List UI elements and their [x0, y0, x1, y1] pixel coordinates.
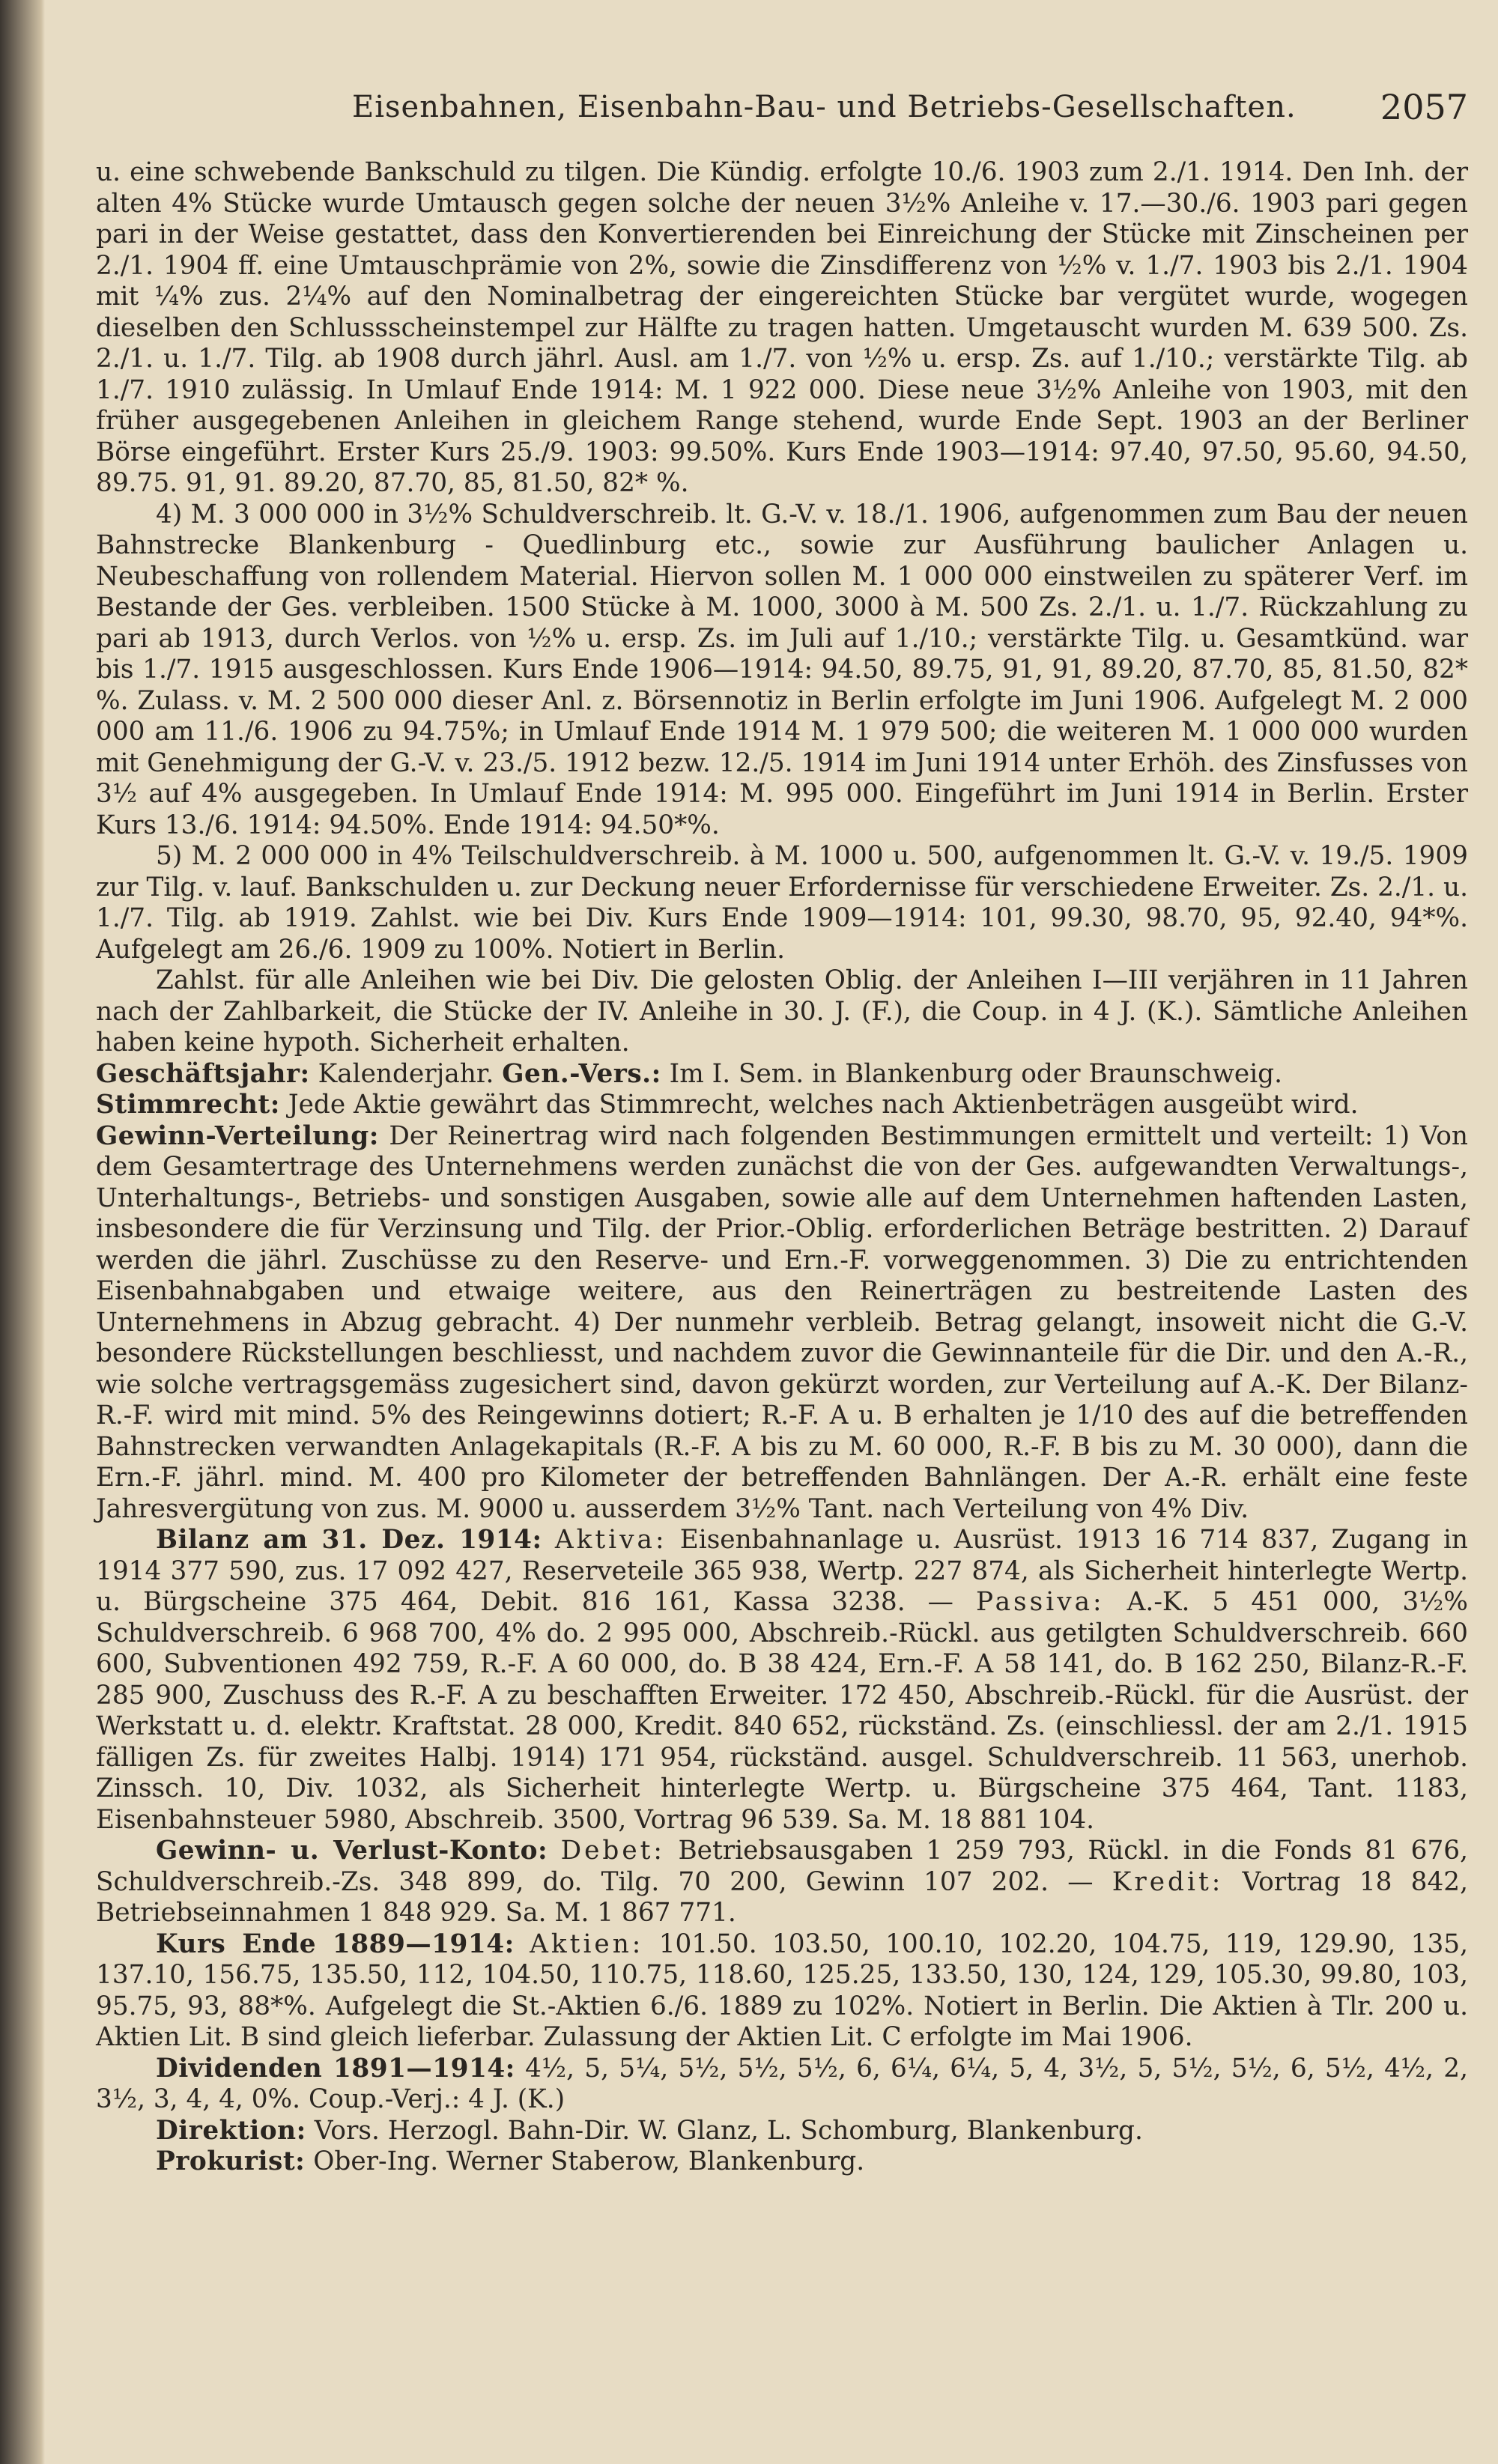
aktiva-label: Aktiva:	[554, 1525, 667, 1555]
page-header	[97, 82, 1468, 135]
section-bilanz	[96, 1525, 1468, 1836]
page-number: 2057	[1380, 87, 1468, 127]
stimmrecht-text: Jede Aktie gewährt das Stimmrecht, welches nach Aktienbeträgen ausgeübt wird.	[288, 1090, 1359, 1120]
gen-vers-label: Gen.-Vers.:	[502, 1058, 661, 1089]
section-gewinn-verteilung	[96, 1121, 1468, 1526]
paragraph-anleihe-3-continued: u. eine schwebende Bankschuld zu tilgen. Die Kündig. erfolgte 10./6. 1903 zum 2./1. 1914. Den Inh. der alten 4% Stücke wurde Umtausch gegen solche der neuen 3½% Anleihe v. 17.—30./6. 1903 pari gegen pari in der Weise gestattet, dass den Konvertierenden bei Einreichung der Stücke mit Zinscheinen per 2./1. 1904 ff. eine Umtauschprämie von 2%, sowie die Zinsdifferenz von ½% v. 1./7. 1903 bis 2./1. 1904 mit ¼% zus. 2¼% auf den Nominalbetrag der eingereichten Stücke bar vergütet wurde, wogegen dieselben den Schlussscheinstempel zur Hälfte zu tragen hatten. Umgetauscht wurden M. 639 500. Zs. 2./1. u. 1./7. Tilg. ab 1908 durch jährl. Ausl. am 1./7. von ½% u. ersp. Zs. auf 1./10.; verstärkte Tilg. ab 1./7. 1910 zulässig. In Umlauf Ende 1914: M. 1 922 000. Diese neue 3½% Anleihe von 1903, mit den früher ausgegebenen Anleihen in gleichem Range stehend, wurde Ende Sept. 1903 an der Berliner Börse eingeführt. Erster Kurs 25./9. 1903: 99.50%. Kurs Ende 1903—1914: 97.40, 97.50, 95.60, 94.50, 89.75. 91, 91. 89.20, 87.70, 85, 81.50, 82* %.	[96, 157, 1468, 498]
debet-label: Debet:	[560, 1836, 665, 1866]
gen-vers-text: Im I. Sem. in Blankenburg oder Braunschweig.	[669, 1058, 1283, 1089]
section-direktion	[96, 2116, 1468, 2147]
passiva-text: A.-K. 5 451 000, 3½% Schuldverschreib. 6 968 700, 4% do. 2 995 000, Abschreib.-Rückl. aus getilgten Schuldverschreib. 660 600, Subventionen 492 759, R.-F. A 60 000, do. B 38 424, Ern.-F. A 58 141, do. B 162 250, Bilanz-R.-F. 285 900, Zuschuss des R.-F. A zu beschafften Erweiter. 172 450, Abschreib.-Rückl. für die Ausrüst. der Werkstatt u. d. elektr. Kraftstat. 28 000, Kredit. 840 652, rückständ. Zs. (einschliessl. der am 2./1. 1915 fälligen Zs. für zweites Halbj. 1914) 171 954, rückständ. ausgel. Schuldverschreib. 11 563, unerhob. Zinssch. 10, Div. 1032, als Sicherheit hinterlegte Wertp. u. Bürgscheine 375 464, Tant. 1183, Eisenbahnsteuer 5980, Abschreib. 3500, Vortrag 96 539. Sa. M. 18 881 104.	[96, 1587, 1468, 1835]
gewinn-verteilung-label: Gewinn-Verteilung:	[96, 1120, 379, 1151]
section-gewinn-verlust	[96, 1836, 1468, 1929]
paragraph-zahlstellen: Zahlst. für alle Anleihen wie bei Div. Die gelosten Oblig. der Anleihen I—III verjähren in 11 Jahren nach der Zahlbarkeit, die Stücke der IV. Anleihe in 30. J. (F.), die Coup. in 4 J. (K.). Sämtliche Anleihen haben keine hypoth. Sicherheit erhalten.	[96, 965, 1468, 1057]
paragraph-anleihe-4: 4) M. 3 000 000 in 3½% Schuldverschreib. lt. G.-V. v. 18./1. 1906, aufgenommen zum Bau der neuen Bahnstrecke Blankenburg - Quedlinburg etc., sowie zur Ausführung baulicher Anlagen u. Neubeschaffung von rollendem Material. Hiervon sollen M. 1 000 000 einstweilen zu späterer Verf. im Bestande der Ges. verbleiben. 1500 Stücke à M. 1000, 3000 à M. 500 Zs. 2./1. u. 1./7. Rückzahlung zu pari ab 1913, durch Verlos. von ½% u. ersp. Zs. im Juli auf 1./10.; verstärkte Tilg. u. Gesamtkünd. war bis 1./7. 1915 ausgeschlossen. Kurs Ende 1906—1914: 94.50, 89.75, 91, 91, 89.20, 87.70, 85, 81.50, 82* %. Zulass. v. M. 2 500 000 dieser Anl. z. Börsennotiz in Berlin erfolgte im Juni 1906. Aufgelegt M. 2 000 000 am 11./6. 1906 zu 94.75%; in Umlauf Ende 1914 M. 1 979 500; die weiteren M. 1 000 000 wurden mit Genehmigung der G.-V. v. 23./5. 1912 bezw. 12./5. 1914 im Juni 1914 unter Erhöh. des Zinsfusses von 3½ auf 4% ausgegeben. In Umlauf Ende 1914: M. 995 000. Eingeführt im Juni 1914 in Berlin. Erster Kurs 13./6. 1914: 94.50%. Ende 1914: 94.50*%.	[96, 499, 1468, 840]
prokurist-text: Ober-Ing. Werner Staberow, Blankenburg.	[313, 2146, 865, 2176]
section-prokurist	[96, 2146, 1468, 2178]
kredit-text: Vortrag 18 842, Betriebseinnahmen 1 848 929. Sa. M. 1 867 771.	[96, 1866, 1469, 1928]
debet-text: Betriebsausgaben 1 259 793, Rückl. in die Fonds 81 676, Schuldverschreib.-Zs. 348 899, do. Tilg. 70 200, Gewinn 107 202. —	[96, 1836, 1468, 1897]
passiva-label: Passiva:	[976, 1587, 1105, 1617]
kredit-label: Kredit:	[1112, 1866, 1224, 1897]
dividenden-label: Dividenden 1891—1914:	[156, 2053, 515, 2084]
page-binding-shadow	[0, 0, 45, 2464]
bilanz-label: Bilanz am 31. Dez. 1914:	[156, 1525, 542, 1555]
stimmrecht-label: Stimmrecht:	[96, 1090, 280, 1120]
section-dividenden	[96, 2054, 1468, 2116]
section-stimmrecht	[96, 1090, 1468, 1121]
section-kurs	[96, 1929, 1468, 2054]
aktien-label: Aktien:	[530, 1929, 644, 1959]
prokurist-label: Prokurist:	[156, 2146, 306, 2176]
aktiva-text: Eisenbahnanlage u. Ausrüst. 1913 16 714 837, Zugang in 1914 377 590, zus. 17 092 427, Reserveteile 365 938, Wertp. 227 874, als Sicherheit hinterlegte Wertp. u. Bürgscheine 375 464, Debit. 816 161, Kassa 3238. —	[96, 1525, 1469, 1617]
direktion-text: Vors. Herzogl. Bahn-Dir. W. Glanz, L. Schomburg, Blankenburg.	[314, 2115, 1143, 2146]
dividenden-text: 4½, 5, 5¼, 5½, 5½, 5½, 6, 6¼, 6¼, 5, 4, 3½, 5, 5½, 5½, 6, 5½, 4½, 2, 3½, 3, 4, 4, 0%. Coup.-Verj.: 4 J. (K.)	[96, 2053, 1469, 2114]
gewinn-verteilung-text: Der Reinertrag wird nach folgenden Bestimmungen ermittelt und verteilt: 1) Von dem Gesamtertrage des Unternehmens werden zunächst die von der Ges. aufgewandten Verwaltungs-, Unterhaltungs-, Betriebs- und sonstigen Ausgaben, sowie alle auf dem Unternehmen haftenden Lasten, insbesondere die für Verzinsung und Tilg. der Prior.-Oblig. erforderlichen Beträge bestritten. 2) Darauf werden die jährl. Zuschüsse zu den Reserve- und Ern.-F. vorweggenommen. 3) Die zu entrichtenden Eisenbahnabgaben und etwaige weitere, aus den Reinerträgen zu bestreitende Lasten des Unternehmens in Abzug gebracht. 4) Der nunmehr verbleib. Betrag gelangt, insoweit nicht die G.-V. besondere Rückstellungen beschliesst, und nachdem zuvor die Gewinnanteile für die Dir. und den A.-R., wie solche vertragsgemäss zugesichert sind, davon gekürzt worden, zur Verteilung auf A.-K. Der Bilanz-R.-F. wird mit mind. 5% des Reingewinns dotiert; R.-F. A u. B erhalten je 1/10 des auf die betreffenden Bahnstrecken verwandten Anlagekapitals (R.-F. A bis zu M. 60 000, R.-F. B bis zu M. 30 000), dann die Ern.-F. jährl. mind. M. 400 pro Kilometer der betreffenden Bahnlängen. Der A.-R. erhält eine feste Jahresvergütung von zus. M. 9000 u. ausserdem 3½% Tant. nach Verteilung von 4% Div.	[96, 1120, 1468, 1524]
kurs-label: Kurs Ende 1889—1914:	[156, 1929, 515, 1959]
document-body	[96, 157, 1468, 2178]
direktion-label: Direktion:	[156, 2115, 306, 2146]
paragraph-anleihe-5: 5) M. 2 000 000 in 4% Teilschuldverschreib. à M. 1000 u. 500, aufgenommen lt. G.-V. v. 19./5. 1909 zur Tilg. v. lauf. Bankschulden u. zur Deckung neuer Erfordernisse für verschiedene Erweiter. Zs. 2./1. u. 1./7. Tilg. ab 1919. Zahlst. wie bei Div. Kurs Ende 1909—1914: 101, 99.30, 98.70, 95, 92.40, 94*%. Aufgelegt am 26./6. 1909 zu 100%. Notiert in Berlin.	[96, 841, 1468, 965]
gewinn-verlust-label: Gewinn- u. Verlust-Konto:	[156, 1836, 548, 1866]
geschaeftsjahr-text: Kalenderjahr.	[318, 1058, 494, 1089]
section-geschaeftsjahr	[96, 1059, 1468, 1090]
geschaeftsjahr-label: Geschäftsjahr:	[96, 1058, 310, 1089]
kurs-text: 101.50. 103.50, 100.10, 102.20, 104.75, 119, 129.90, 135, 137.10, 156.75, 135.50, 112, 104.50, 110.75, 118.60, 125.25, 133.50, 130, 124, 129, 105.30, 99.80, 103, 95.75, 93, 88*%. Aufgelegt die St.-Aktien 6./6. 1889 zu 102%. Notiert in Berlin. Die Aktien à Tlr. 200 u. Aktien Lit. B sind gleich lieferbar. Zulassung der Aktien Lit. C erfolgte im Mai 1906.	[96, 1929, 1468, 2052]
running-head: Eisenbahnen, Eisenbahn-Bau- und Betriebs-Gesellschaften.	[352, 90, 1297, 124]
